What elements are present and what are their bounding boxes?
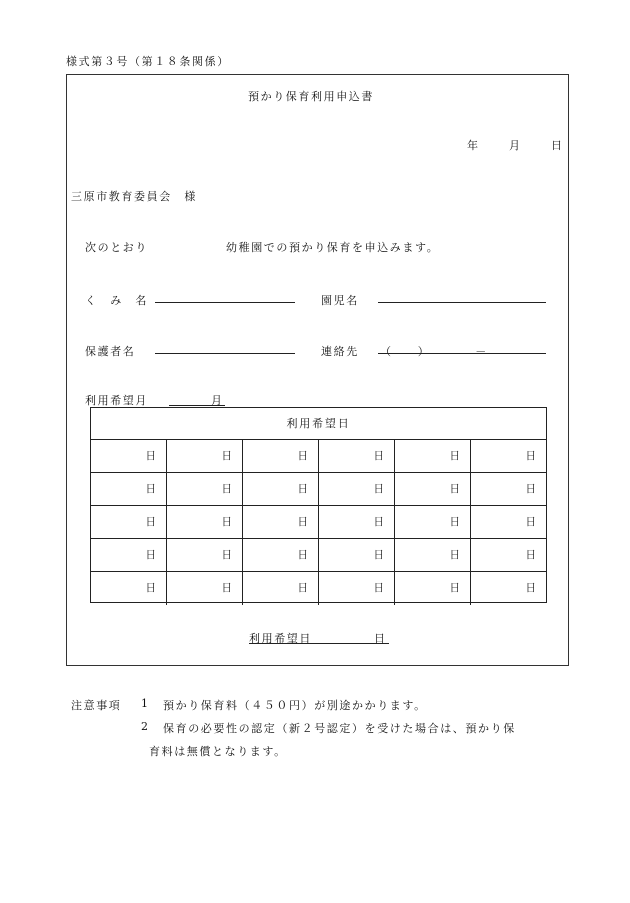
form-number: 様式第３号（第１８条関係） — [66, 55, 230, 68]
class-name-label: く み 名 — [85, 294, 148, 307]
day-cell[interactable]: 日 — [395, 506, 471, 538]
day-cell[interactable]: 日 — [525, 450, 536, 462]
class-name-field[interactable] — [155, 302, 295, 303]
day-cell[interactable]: 日 — [525, 483, 536, 495]
contact-format: （ ） － — [380, 345, 488, 358]
month-unit: 月 — [211, 394, 224, 407]
day-cell[interactable]: 日 — [91, 473, 167, 505]
day-cell[interactable]: 日 — [243, 440, 319, 472]
day-cell[interactable]: 日 — [525, 582, 536, 594]
statement-prefix: 次のとおり — [85, 241, 148, 254]
day-cell[interactable]: 日 — [167, 506, 243, 538]
day-cell[interactable]: 日 — [167, 440, 243, 472]
table-header: 利用希望日 — [91, 408, 546, 440]
day-cell[interactable]: 日 — [243, 473, 319, 505]
note-2-text: 保育の必要性の認定（新２号認定）を受けた場合は、預かり保 — [163, 722, 516, 735]
day-cell[interactable]: 日 — [319, 572, 395, 605]
total-days-unit: 日 — [374, 632, 387, 645]
notes-heading: 注意事項 — [71, 699, 122, 712]
guardian-name-label: 保護者名 — [85, 345, 136, 358]
date-year-label: 年 — [467, 139, 480, 152]
contact-label: 連絡先 — [321, 345, 359, 358]
day-cell[interactable]: 日 — [91, 572, 167, 605]
form-title: 預かり保育利用申込書 — [248, 90, 374, 103]
note-1-number: 1 — [141, 697, 150, 710]
requested-days-table — [90, 407, 547, 603]
note-2-text-continued: 育料は無償となります。 — [149, 745, 287, 758]
day-cell[interactable]: 日 — [167, 539, 243, 571]
child-name-label: 園児名 — [321, 294, 359, 307]
total-days-field[interactable] — [249, 643, 389, 644]
month-label: 利用希望月 — [85, 394, 148, 407]
table-row — [91, 506, 546, 539]
table-row — [91, 572, 546, 605]
day-cell[interactable]: 日 — [525, 549, 536, 561]
date-month-label: 月 — [509, 139, 522, 152]
table-row — [91, 539, 546, 572]
statement-body: 幼稚園での預かり保育を申込みます。 — [226, 241, 440, 254]
guardian-name-field[interactable] — [155, 353, 295, 354]
day-cell[interactable]: 日 — [91, 539, 167, 571]
date-day-label: 日 — [551, 139, 564, 152]
day-cell[interactable]: 日 — [243, 572, 319, 605]
day-cell[interactable]: 日 — [243, 506, 319, 538]
day-cell[interactable]: 日 — [395, 539, 471, 571]
total-days-label: 利用希望日 — [249, 632, 312, 645]
table-row — [91, 473, 546, 506]
day-cell[interactable]: 日 — [319, 506, 395, 538]
day-cell[interactable]: 日 — [319, 539, 395, 571]
day-cell[interactable]: 日 — [525, 516, 536, 528]
table-row — [91, 440, 546, 473]
day-cell[interactable]: 日 — [167, 473, 243, 505]
day-cell[interactable]: 日 — [319, 473, 395, 505]
day-cell[interactable]: 日 — [395, 440, 471, 472]
day-cell[interactable]: 日 — [167, 572, 243, 605]
day-cell[interactable]: 日 — [395, 572, 471, 605]
day-cell[interactable]: 日 — [395, 473, 471, 505]
note-1-text: 預かり保育料（４５０円）が別途かかります。 — [163, 699, 427, 712]
day-cell[interactable]: 日 — [243, 539, 319, 571]
contact-field[interactable] — [378, 353, 546, 354]
recipient: 三原市教育委員会 様 — [71, 190, 197, 203]
day-cell[interactable]: 日 — [91, 440, 167, 472]
day-cell[interactable]: 日 — [91, 506, 167, 538]
day-cell[interactable]: 日 — [319, 440, 395, 472]
child-name-field[interactable] — [378, 302, 546, 303]
note-2-number: 2 — [141, 720, 150, 733]
